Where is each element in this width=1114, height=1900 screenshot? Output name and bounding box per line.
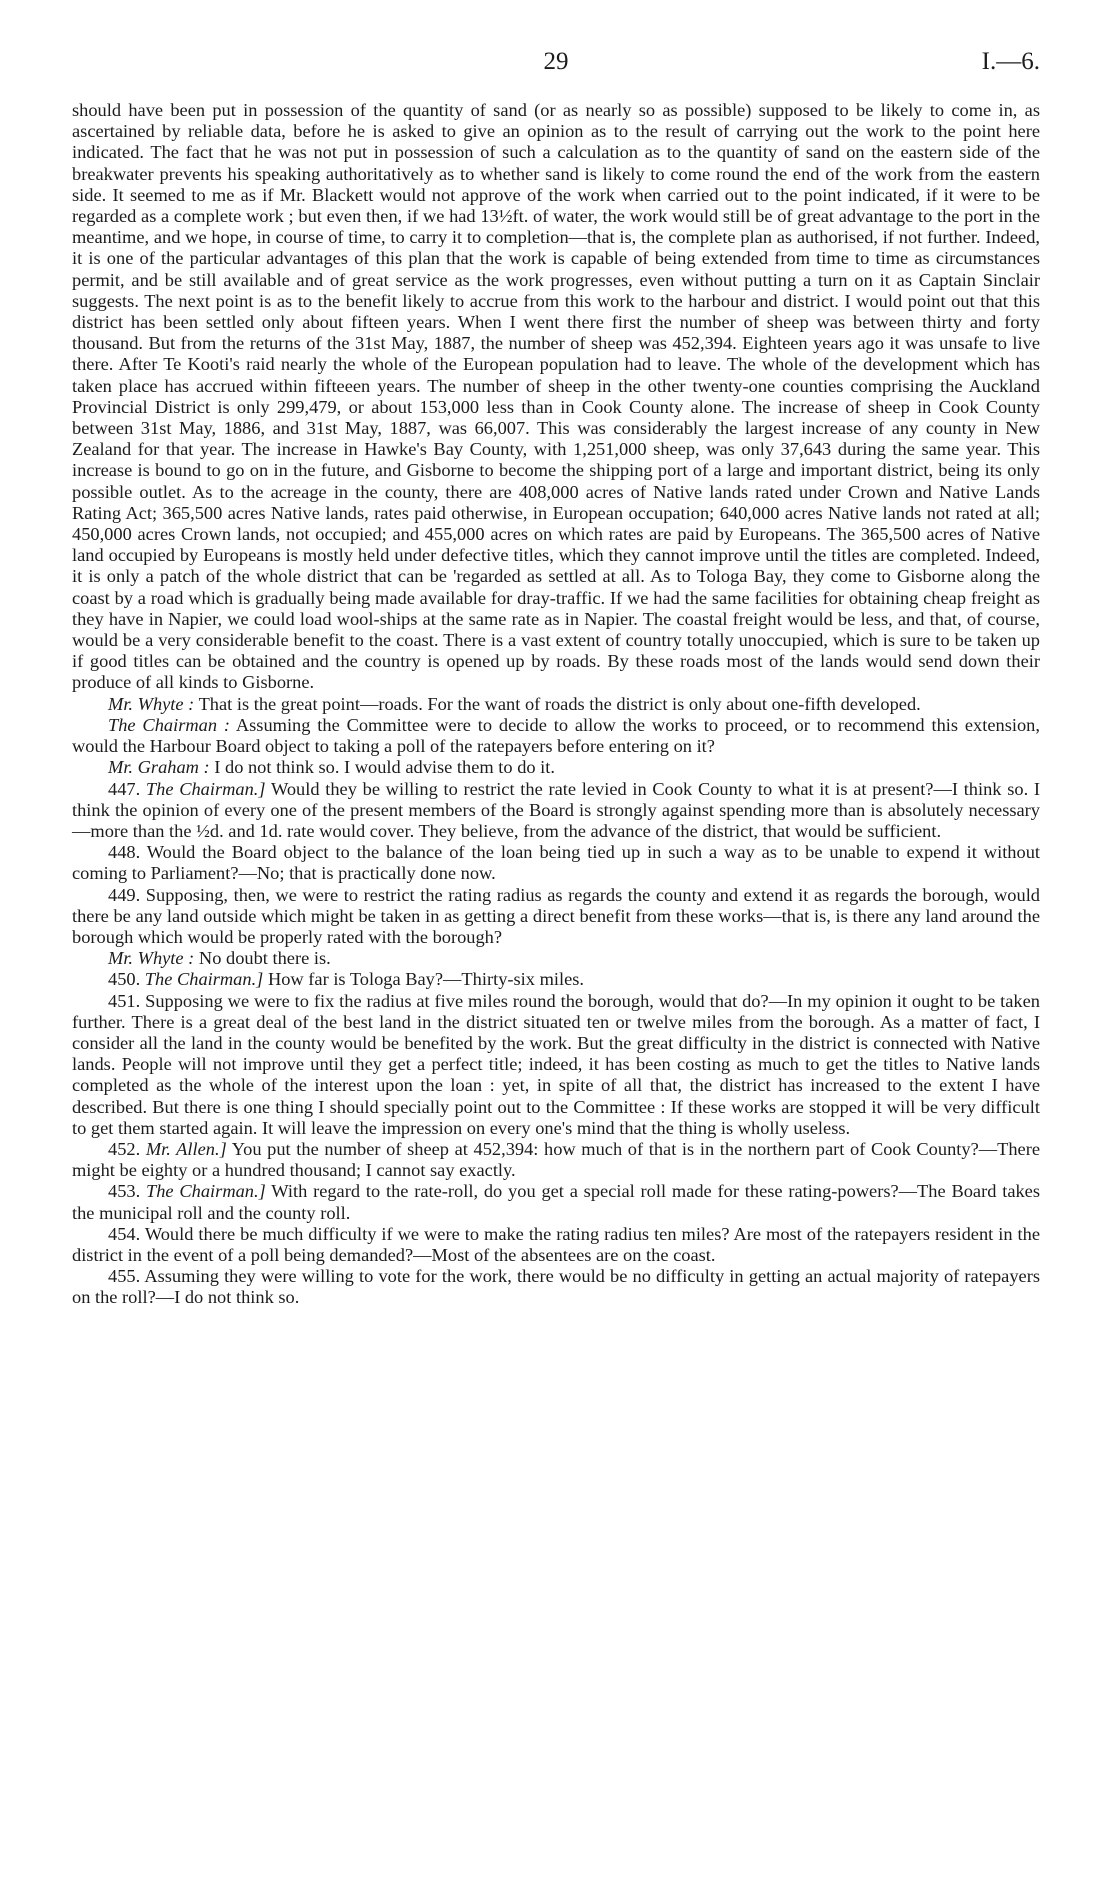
- speaker-name: Mr. Graham :: [108, 757, 210, 778]
- paragraph: Mr. Graham : I do not think so. I would advise them to do it.: [108, 757, 555, 778]
- speaker-name: The Chairman.]: [144, 969, 264, 990]
- question-number: 449.: [108, 884, 141, 905]
- paragraph: 454. Would there be much difficulty if we were to make the rating radius ten miles? Are most of the ratepayers resident in the district in the event of a poll being demanded?—Most of the absentees are on the coast.: [72, 1223, 1041, 1265]
- paragraph: 450. The Chairman.] How far is Tologa Bay?—Thirty-six miles.: [108, 969, 585, 990]
- question-number: 451.: [108, 990, 141, 1011]
- paragraph: Mr. Whyte : That is the great point—roads. For the want of roads the district is only about one-fifth developed.: [108, 693, 921, 714]
- paragraph: 453. The Chairman.] With regard to the rate-roll, do you get a special roll made for these rating-powers?—The Board takes the municipal roll and the county roll.: [72, 1181, 1040, 1223]
- speaker-name: The Chairman :: [108, 714, 230, 735]
- document-reference: I.—6.: [981, 48, 1040, 75]
- speaker-name: Mr. Allen.]: [145, 1138, 227, 1159]
- page-header: [72, 48, 1040, 80]
- body-text: [72, 100, 1040, 1309]
- paragraph: 447. The Chairman.] Would they be willing to restrict the rate levied in Cook County to what it is at present?—I think so. I think the opinion of every one of the present members of the Board is strongly against spending more than is absolutely necessary—more than the ½d. and 1d. rate would cover. They believe, from the advance of the district, that would be sufficient.: [72, 778, 1040, 841]
- question-number: 454.: [108, 1223, 141, 1244]
- paragraph: 448. Would the Board object to the balance of the loan being tied up in such a way as to be unable to expend it without coming to Parliament?—No; that is practically done now.: [72, 842, 1040, 884]
- speaker-name: Mr. Whyte :: [108, 693, 195, 714]
- speaker-name: The Chairman.]: [145, 778, 266, 799]
- question-number: 452.: [108, 1138, 141, 1159]
- question-number: 455.: [108, 1266, 141, 1287]
- question-number: 453.: [108, 1181, 141, 1202]
- paragraph: 452. Mr. Allen.] You put the number of sheep at 452,394: how much of that is in the northern part of Cook County?—There might be eighty or a hundred thousand; I cannot say exactly.: [72, 1138, 1041, 1181]
- paragraph: should have been put in possession of the quantity of sand (or as nearly so as possible) supposed to be likely to come in, as ascertained by reliable data, before he is asked to give an opinion as to the result of carrying out the work to the point here indicated. The fact that he was not put in possession of such a calculation as to the quantity of sand on the eastern side of the breakwater prevents his speaking authoritatively as to whether sand is likely to come round the end of the work from the eastern side. It seemed to me as if Mr. Blackett would not approve of the work when carried out to the point indicated, if it were to be regarded as a complete work ; but even then, if we had 13½ft. of water, the work would still be of great advantage to the port in the meantime, and we hope, in course of time, to carry it to completion—that is, the complete plan as authorised, if not further. Indeed, it is one of the particular advantages of this plan that the work is capable of being extended from time to time as circumstances permit, and be still available and of great service as the work progresses, even without putting a turn on it as Captain Sinclair suggests. The next point is as to the benefit likely to accrue from this work to the harbour and district. I would point out that this district has been settled only about fifteen years. When I went there first the number of sheep was between thirty and forty thousand. But from the returns of the 31st May, 1887, the number of sheep was 452,394. Eighteen years ago it was unsafe to live there. After Te Kooti's raid nearly the whole of the European population had to leave. The whole of the development which has taken place has accrued within fifteeen years. The number of sheep in the other twenty-one counties comprising the Auckland Provincial District is only 299,479, or about 153,000 less than in Cook County alone. The increase of sheep in Cook County between 31st May, 1886, and 31st May, 1887, was 66,007. This was considerably the largest increase of any county in New Zealand for that year. The increase in Hawke's Bay County, with 1,251,000 sheep, was only 37,643 during the same year. This increase is bound to go on in the future, and Gisborne to become the shipping port of a large and important district, being its only possible outlet. As to the acreage in the county, there are 408,000 acres of Native lands rated under Crown and Native Lands Rating Act; 365,500 acres Native lands, rates paid otherwise, in European occupation; 640,000 acres Native lands not rated at all; 450,000 acres Crown lands, not occupied; and 455,000 acres on which rates are paid by Europeans. The 365,500 acres of Native land occupied by Europeans is mostly held under defective titles, which they cannot improve until the titles are completed. Indeed, it is only a patch of the whole district that can be 'regarded as settled at all. As to Tologa Bay, they come to Gisborne along the coast by a road which is gradually being made available for dray-traffic. If we had the same facilities for obtaining cheap freight as they have in Napier, we could load wool-ships at the same rate as in Napier. The coastal freight would be less, and that, of course, would be a very considerable benefit to the coast. There is a vast extent of country totally unoccupied, which is sure to be taken up if good titles can be obtained and the country is opened up by roads. By these roads most of the lands would send down their produce of all kinds to Gisborne.: [72, 100, 1040, 693]
- paragraph: Mr. Whyte : No doubt there is.: [108, 948, 331, 969]
- paragraph: 455. Assuming they were willing to vote for the work, there would be no difficulty in getting an actual majority of ratepayers on the roll?—I do not think so.: [72, 1266, 1040, 1308]
- page-number: 29: [543, 48, 569, 75]
- question-number: 450.: [108, 969, 141, 990]
- speaker-name: The Chairman.]: [146, 1181, 266, 1202]
- question-number: 448.: [108, 842, 141, 863]
- speaker-name: Mr. Whyte :: [108, 948, 195, 969]
- question-number: 447.: [108, 778, 141, 799]
- paragraph: 449. Supposing, then, we were to restrict the rating radius as regards the county and extend it as regards the borough, would there be any land outside which might be taken in as getting a direct benefit from these works—that is, is there any land around the borough which would be properly rated with the borough?: [72, 884, 1040, 947]
- paragraph: The Chairman : Assuming the Committee were to decide to allow the works to proceed, or to recommend this extension, would the Harbour Board object to taking a poll of the ratepayers before entering on it?: [72, 714, 1040, 757]
- paragraph: 451. Supposing we were to fix the radius at five miles round the borough, would that do?—In my opinion it ought to be taken further. There is a great deal of the best land in the district situated ten or twelve miles from the borough. As a matter of fact, I consider all the land in the county would be benefited by the work. But the great difficulty in the district is connected with Native lands. People will not improve until they get a perfect title; indeed, it has been costing as much to get the titles to Native lands completed as the whole of the interest upon the loan : yet, in spite of all that, the district has increased to the extent I have described. But there is one thing I should specially point out to the Committee : If these works are stopped it will be very difficult to get them started again. It will leave the impression on every one's mind that the thing is wholly useless.: [72, 990, 1040, 1138]
